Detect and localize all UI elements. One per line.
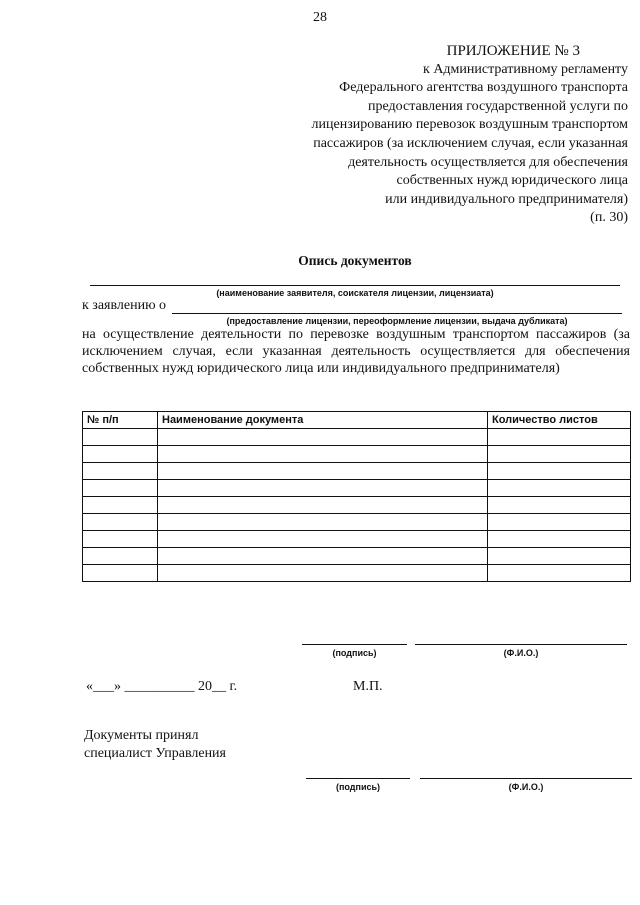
stamp-label: М.П. <box>353 679 383 694</box>
close-quote: » <box>114 679 121 694</box>
documents-table <box>82 411 631 582</box>
number-cell[interactable] <box>83 446 158 463</box>
number-cell[interactable] <box>83 429 158 446</box>
signature-caption: (подпись) <box>335 782 381 792</box>
appendix-clause: (п. 30) <box>590 210 628 226</box>
sheets-cell[interactable] <box>488 497 631 514</box>
appendix-line: собственных нужд юридического лица <box>396 173 628 189</box>
appendix-line: к Административному регламенту <box>423 61 628 77</box>
sheets-cell[interactable] <box>488 446 631 463</box>
sheets-cell[interactable] <box>488 429 631 446</box>
statement-line[interactable] <box>172 313 622 314</box>
date-line[interactable] <box>86 679 237 695</box>
table-row <box>83 514 631 531</box>
appendix-line: лицензированию перевозок воздушным транспортом <box>311 117 628 133</box>
appendix-line: или индивидуального предпринимателя) <box>385 191 628 207</box>
document-cell[interactable] <box>158 531 488 548</box>
appendix-number: ПРИЛОЖЕНИЕ № 3 <box>446 43 580 59</box>
number-cell[interactable] <box>83 480 158 497</box>
name-caption: (Ф.И.О.) <box>503 648 539 658</box>
sheets-cell[interactable] <box>488 480 631 497</box>
appendix-line: пассажиров (за исключением случая, если указанная <box>313 135 628 151</box>
name-line[interactable] <box>415 644 627 645</box>
signature-line[interactable] <box>302 644 407 645</box>
document-cell[interactable] <box>158 565 488 582</box>
applicant-caption: (наименование заявителя, соискателя лицензии, лицензиата) <box>216 288 494 298</box>
purpose-text: на осуществление деятельности по перевозке воздушным транспортом пассажиров (за исключением случая, если указанная деятельность осуществляется для обеспечения собственных нужд юридического лица или индивидуального предпринимателя) <box>82 327 630 376</box>
table-header-row <box>83 412 631 429</box>
number-cell[interactable] <box>83 565 158 582</box>
document-cell[interactable] <box>158 497 488 514</box>
sheets-cell[interactable] <box>488 514 631 531</box>
table-row <box>83 480 631 497</box>
document-cell[interactable] <box>158 548 488 565</box>
column-document-header: Наименование документа <box>158 412 488 429</box>
table-row <box>83 429 631 446</box>
sheets-cell[interactable] <box>488 531 631 548</box>
signature-caption: (подпись) <box>332 648 377 658</box>
name-line[interactable] <box>420 778 632 779</box>
appendix-header <box>312 42 628 228</box>
table-row <box>83 548 631 565</box>
number-cell[interactable] <box>83 531 158 548</box>
table-row <box>83 565 631 582</box>
number-cell[interactable] <box>83 514 158 531</box>
sheets-cell[interactable] <box>488 565 631 582</box>
open-quote: « <box>86 679 93 694</box>
table-row <box>83 497 631 514</box>
column-number-header: № п/п <box>83 412 158 429</box>
appendix-line: деятельность осуществляется для обеспечения <box>348 154 628 170</box>
document-title: Опись документов <box>298 253 412 268</box>
day-blank: ___ <box>93 679 114 694</box>
number-cell[interactable] <box>83 548 158 565</box>
page-number: 28 <box>313 10 327 25</box>
year-blank: __ <box>212 679 226 694</box>
table-row <box>83 463 631 480</box>
year-prefix: 20 <box>198 679 212 694</box>
column-sheets-header: Количество листов <box>488 412 631 429</box>
appendix-line: предоставления государственной услуги по <box>368 98 628 114</box>
signature-line[interactable] <box>306 778 410 779</box>
applicant-name-line[interactable] <box>90 285 620 286</box>
document-cell[interactable] <box>158 446 488 463</box>
document-cell[interactable] <box>158 480 488 497</box>
document-cell[interactable] <box>158 463 488 480</box>
document-cell[interactable] <box>158 429 488 446</box>
sheets-cell[interactable] <box>488 548 631 565</box>
month-blank: __________ <box>124 679 195 694</box>
name-caption: (Ф.И.О.) <box>508 782 544 792</box>
statement-caption: (предоставление лицензии, переоформление лицензии, выдача дубликата) <box>226 316 568 326</box>
received-by-label: Документы принял <box>84 728 199 743</box>
statement-prefix: к заявлению о <box>82 298 167 313</box>
table-row <box>83 531 631 548</box>
table-row <box>83 446 631 463</box>
year-suffix: г. <box>229 679 238 694</box>
number-cell[interactable] <box>83 463 158 480</box>
document-cell[interactable] <box>158 514 488 531</box>
appendix-line: Федерального агентства воздушного транспорта <box>339 80 628 96</box>
number-cell[interactable] <box>83 497 158 514</box>
specialist-label: специалист Управления <box>84 746 226 761</box>
sheets-cell[interactable] <box>488 463 631 480</box>
